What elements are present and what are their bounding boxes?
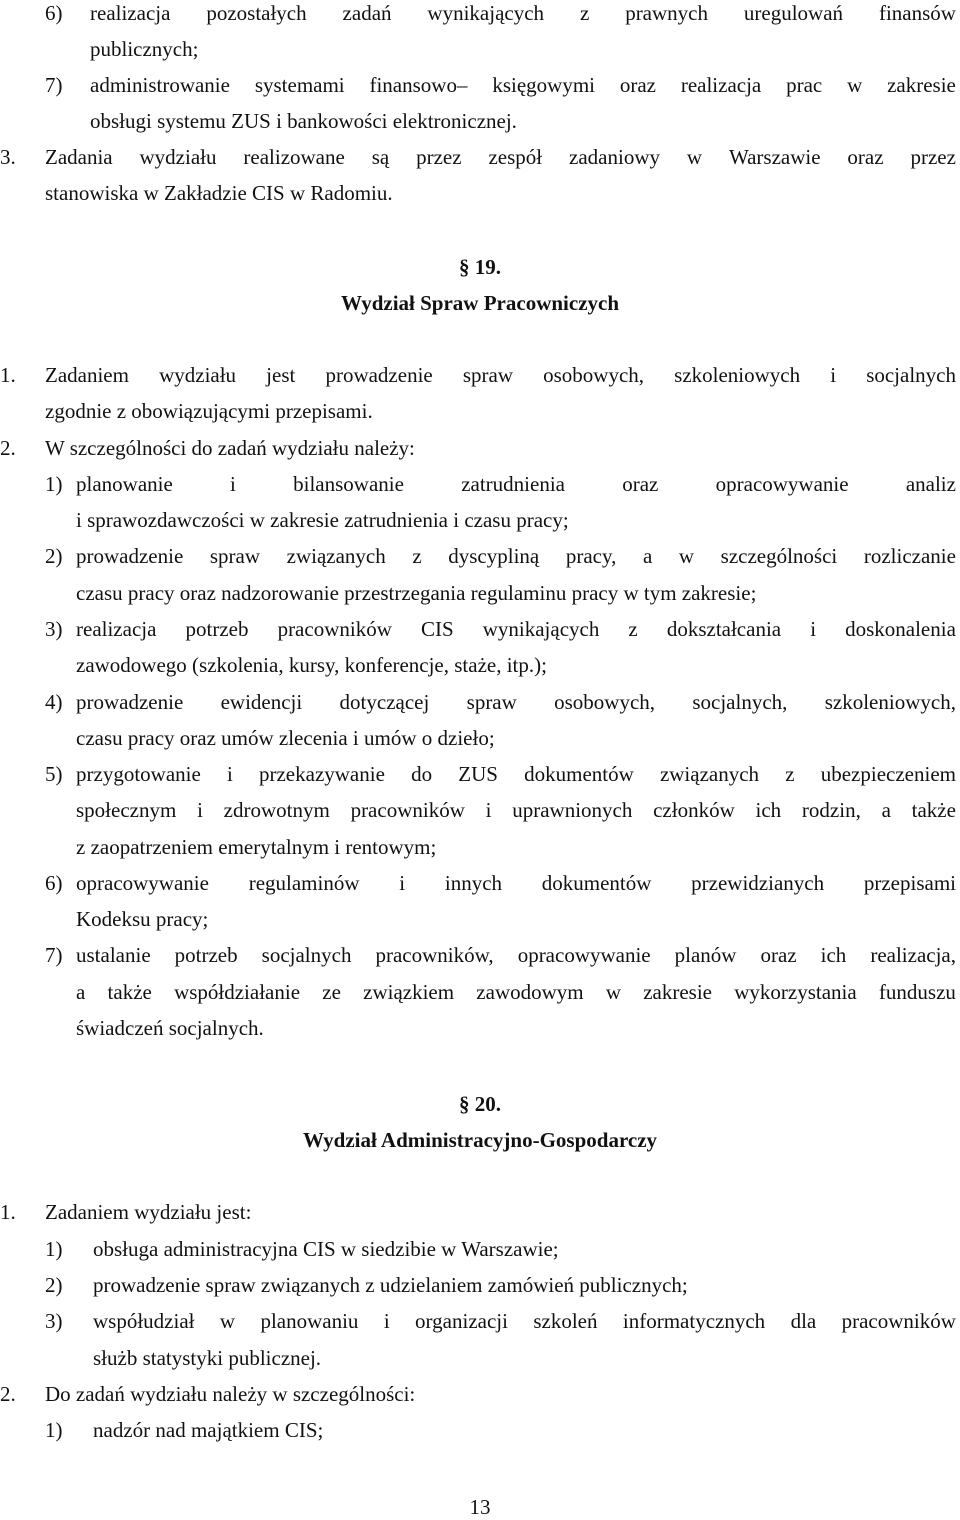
item-number: 7)	[45, 943, 63, 967]
word: są	[371, 145, 390, 169]
word: socjalnych	[261, 943, 352, 967]
word: CIS	[420, 617, 454, 641]
word: informatycznych	[622, 1309, 766, 1333]
item-text: zawodowego (szkolenia, kursy, konferencje, staże, itp.);	[76, 653, 547, 677]
word: realizacja	[76, 617, 157, 641]
item-text: obsługi systemu ZUS i bankowości elektronicznej.	[90, 109, 517, 133]
word: do	[411, 762, 433, 786]
item-text	[76, 870, 956, 896]
word: z	[785, 762, 795, 786]
word: dokumentów	[541, 871, 652, 895]
word: wynikających	[427, 1, 545, 25]
paragraph-number: 2.	[0, 436, 16, 460]
word: spraw	[466, 690, 517, 714]
paragraph-text: W szczególności do zadań wydziału należy:	[45, 436, 415, 460]
word: a	[642, 544, 653, 568]
word: ustalanie	[76, 943, 151, 967]
word: dotyczącej	[339, 690, 430, 714]
word: związanych	[286, 544, 386, 568]
item-text	[76, 979, 956, 1005]
section-heading: § 19.	[459, 255, 501, 279]
word: prowadzenie	[325, 363, 433, 387]
item-number: 7)	[45, 73, 63, 97]
word: opracowywanie	[76, 871, 209, 895]
word: i	[399, 871, 406, 895]
paragraph-text	[45, 144, 956, 170]
word: szkoleniowych	[674, 363, 801, 387]
word: organizacji	[415, 1309, 508, 1333]
item-number: 3)	[45, 617, 63, 641]
word: zakresie	[887, 73, 956, 97]
item-number: 3)	[45, 1309, 63, 1333]
word: a	[881, 798, 891, 822]
section-title: Wydział Administracyjno-Gospodarczy	[302, 1128, 658, 1152]
word: opracowywanie	[715, 472, 849, 496]
word: związanych	[659, 762, 760, 786]
item-number: 1)	[45, 1237, 63, 1261]
word: doskonalenia	[845, 617, 956, 641]
word: a	[76, 980, 86, 1004]
word: zatrudnienia	[461, 472, 565, 496]
word: księgowymi	[492, 73, 595, 97]
word: ubezpieczeniem	[820, 762, 956, 786]
word: uregulowań	[743, 1, 844, 25]
word: przygotowanie	[76, 762, 201, 786]
word: dokumentów	[524, 762, 634, 786]
word: pozostałych	[206, 1, 307, 25]
item-text: czasu pracy oraz nadzorowanie przestrzegania regulaminu pracy w tym zakresie;	[76, 581, 757, 605]
word: planowaniu	[260, 1309, 359, 1333]
word: pracowników	[841, 1309, 956, 1333]
word: analiz	[905, 472, 956, 496]
word: planów	[674, 943, 737, 967]
word: członków	[653, 798, 735, 822]
item-text: Kodeksu pracy;	[76, 907, 209, 931]
word: realizacja,	[870, 943, 956, 967]
word: z	[628, 617, 638, 641]
item-text: służb statystyki publicznej.	[93, 1346, 322, 1370]
word: w	[219, 1309, 236, 1333]
word: i	[383, 1309, 390, 1333]
word: i	[810, 617, 817, 641]
section-heading: § 20.	[459, 1092, 501, 1116]
word: zawodowym	[476, 980, 584, 1004]
word: ZUS	[458, 762, 498, 786]
word: finansowo–	[369, 73, 468, 97]
word: opracowywanie	[517, 943, 651, 967]
item-text	[93, 1308, 956, 1334]
word: spraw	[462, 363, 513, 387]
word: w	[678, 544, 695, 568]
word: zakresie	[643, 980, 713, 1004]
word: przepisami	[863, 871, 956, 895]
word: jest	[266, 363, 296, 387]
paragraph-number: 1.	[0, 1200, 16, 1224]
item-text	[76, 761, 956, 787]
word: socjalnych	[866, 363, 956, 387]
item-text: z zaopatrzeniem emerytalnym i rentowym;	[76, 835, 437, 859]
item-text: czasu pracy oraz umów zlecenia i umów o dzieło;	[76, 726, 495, 750]
paragraph-text: zgodnie z obowiązującymi przepisami.	[45, 399, 373, 423]
word: zdrowotnym	[223, 798, 330, 822]
item-number: 5)	[45, 762, 63, 786]
word: i	[485, 798, 492, 822]
item-text	[76, 942, 956, 968]
word: uprawnionych	[512, 798, 633, 822]
paragraph-text: Do zadań wydziału należy w szczególności:	[45, 1382, 416, 1406]
item-text	[76, 471, 956, 497]
word: rozliczanie	[863, 544, 956, 568]
word: społecznym	[76, 798, 177, 822]
word: i	[830, 363, 837, 387]
word: osobowych,	[554, 690, 656, 714]
word: prowadzenie	[76, 544, 184, 568]
item-text: świadczeń socjalnych.	[76, 1016, 264, 1040]
word: ich	[820, 943, 847, 967]
paragraph-number: 3.	[0, 145, 16, 169]
item-number: 2)	[45, 1273, 63, 1297]
word: prac	[786, 73, 823, 97]
item-text	[90, 72, 956, 98]
word: prawnych	[625, 1, 708, 25]
word: także	[107, 980, 152, 1004]
word: ich	[755, 798, 782, 822]
item-text	[76, 797, 956, 823]
word: z	[412, 544, 422, 568]
word: administrowanie	[90, 73, 230, 97]
word: współdziałanie	[174, 980, 301, 1004]
word: przez	[416, 145, 462, 169]
paragraph-text: Zadaniem wydziału jest:	[45, 1200, 252, 1224]
paragraph-number: 1.	[0, 363, 16, 387]
word: wynikających	[482, 617, 600, 641]
word: bilansowanie	[293, 472, 404, 496]
item-text	[76, 689, 956, 715]
word: i	[230, 472, 236, 496]
word: regulaminów	[248, 871, 360, 895]
item-number: 1)	[45, 1418, 63, 1442]
word: szkoleń	[533, 1309, 598, 1333]
item-number: 6)	[45, 1, 63, 25]
word: i	[226, 762, 233, 786]
word: w	[605, 980, 621, 1004]
word: rodzin,	[801, 798, 861, 822]
word: pracy,	[565, 544, 617, 568]
word: współudział	[93, 1309, 195, 1333]
word: wykorzystania	[734, 980, 857, 1004]
page-number: 13	[469, 1495, 491, 1519]
word: związkiem	[363, 980, 455, 1004]
word: przekazywanie	[258, 762, 385, 786]
word: ze	[322, 980, 341, 1004]
word: oraz	[760, 943, 797, 967]
paragraph-number: 2.	[0, 1382, 16, 1406]
word: przez	[910, 145, 956, 169]
item-text: nadzór nad majątkiem CIS;	[93, 1418, 324, 1442]
word: Warszawie	[728, 145, 821, 169]
word: innych	[444, 871, 503, 895]
word: wydziału	[139, 145, 217, 169]
word: realizacja	[680, 73, 762, 97]
word: dyscypliną	[448, 544, 540, 568]
item-text: i sprawozdawczości w zakresie zatrudnienia i czasu pracy;	[76, 508, 569, 532]
word: szczególności	[720, 544, 838, 568]
word: dla	[790, 1309, 817, 1333]
item-text	[90, 0, 956, 26]
word: potrzeb	[185, 617, 249, 641]
word: także	[911, 798, 956, 822]
item-number: 4)	[45, 690, 63, 714]
word: realizacja	[90, 1, 171, 25]
word: dokształcania	[666, 617, 782, 641]
word: wydziału	[159, 363, 237, 387]
word: Zadaniem	[45, 363, 129, 387]
word: w	[847, 73, 863, 97]
word: w	[686, 145, 703, 169]
word: planowanie	[76, 472, 173, 496]
word: socjalnych,	[692, 690, 788, 714]
item-number: 1)	[45, 472, 63, 496]
word: zadaniowy	[569, 145, 660, 169]
item-text	[76, 616, 956, 642]
section-title: Wydział Spraw Pracowniczych	[340, 291, 620, 315]
word: pracowników,	[375, 943, 494, 967]
word: ewidencji	[220, 690, 303, 714]
paragraph-text: stanowiska w Zakładzie CIS w Radomiu.	[45, 181, 393, 205]
word: oraz	[847, 145, 884, 169]
word: oraz	[619, 73, 656, 97]
word: Zadania	[45, 145, 113, 169]
word: realizowane	[243, 145, 345, 169]
word: pracowników	[350, 798, 465, 822]
word: funduszu	[878, 980, 956, 1004]
word: przewidzianych	[691, 871, 825, 895]
item-text	[76, 543, 956, 569]
word: spraw	[209, 544, 261, 568]
word: finansów	[878, 1, 956, 25]
item-number: 6)	[45, 871, 63, 895]
word: potrzeb	[174, 943, 238, 967]
word: zespół	[488, 145, 543, 169]
word: prowadzenie	[76, 690, 184, 714]
word: i	[197, 798, 203, 822]
word: osobowych,	[543, 363, 645, 387]
word: zadań	[342, 1, 392, 25]
word: systemami	[254, 73, 345, 97]
word: pracowników	[277, 617, 392, 641]
word: oraz	[622, 472, 659, 496]
item-text: publicznych;	[90, 37, 199, 61]
item-number: 2)	[45, 544, 63, 568]
word: szkoleniowych,	[824, 690, 956, 714]
item-text: obsługa administracyjna CIS w siedzibie w Warszawie;	[93, 1237, 559, 1261]
paragraph-text	[45, 362, 956, 388]
item-text: prowadzenie spraw związanych z udzielaniem zamówień publicznych;	[93, 1273, 688, 1297]
word: z	[579, 1, 590, 25]
